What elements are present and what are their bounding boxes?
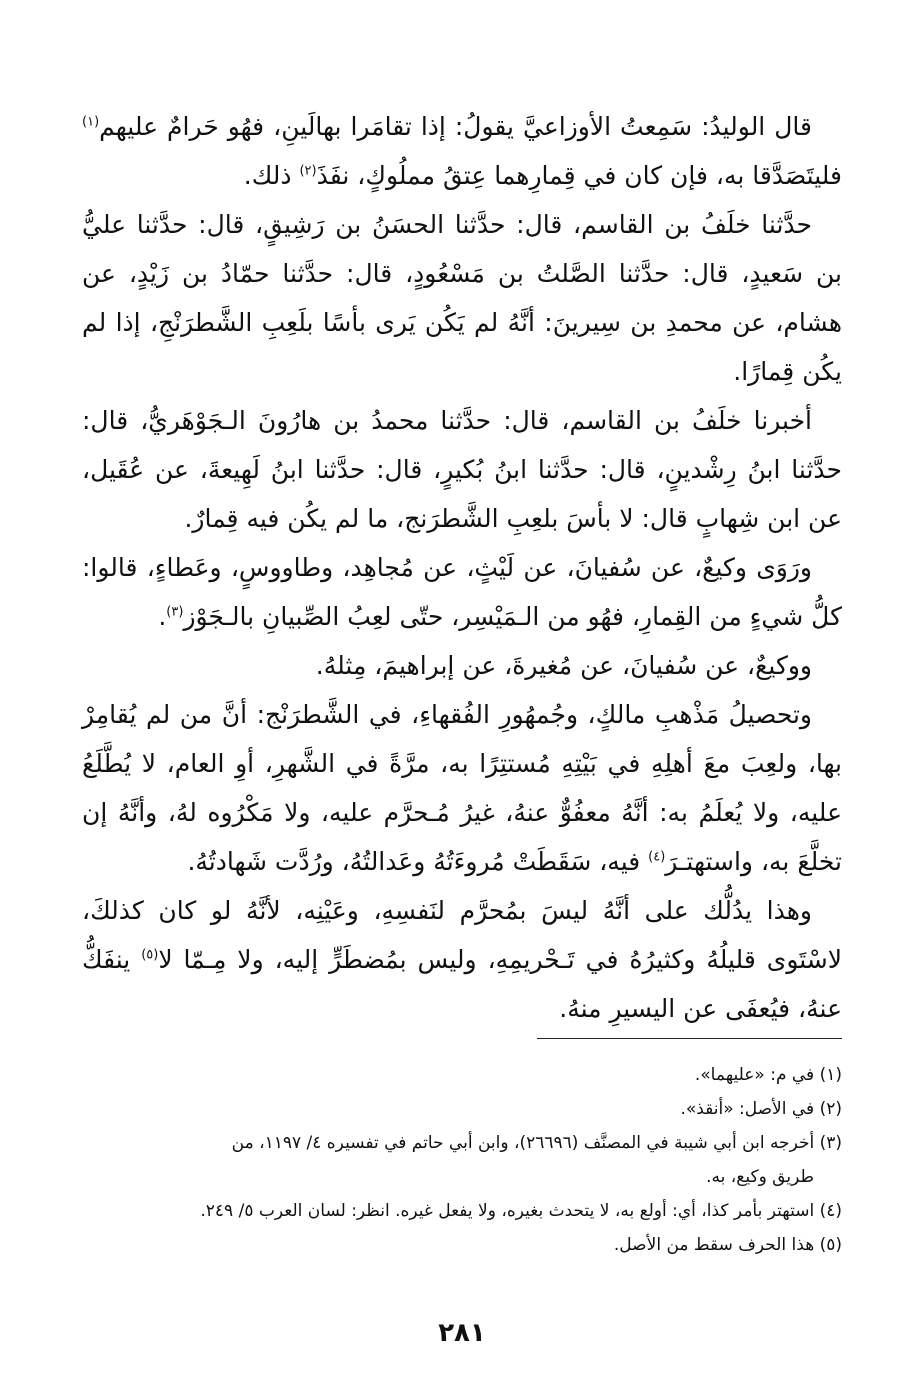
footnote-2: (٢) في الأصل: «أنقذ». bbox=[680, 1099, 842, 1119]
paragraph-6: وتحصيلُ مَذْهبِ مالكٍ، وجُمهُورِ الفُقهاءِ، في الشَّطرَنْج: أنَّ من لم يُقامِرْ بها، ولعِبَ معَ أهلِهِ في بَيْتِهِ مُستتِرًا به، مرَّةً في الشَّهرِ، أوِ العام، لا يُطَّلَعُ عليه، ولا يُعلَمُ به: أنَّهُ معفُوٌّ عنهُ، غيرُ مُـحرَّم عليه، ولا مَكْرُوه لهُ، وأنَّهُ إن تخلَّعَ به، واستهتـرَ$^{(٤)}$ فيه، سَقَطَتْ مُروءَتُهُ وعَدالتُهُ، ورُدَّت شَهادتُهُ. bbox=[82, 700, 842, 876]
footnote-3: (٣) أخرجه ابن أبي شيبة في المصنَّف (٢٦٦٩٦)، وابن أبي حاتم في تفسيره ٤/ ١١٩٧، من bbox=[231, 1133, 842, 1153]
paragraph-4: ورَوَى وكيعٌ، عن سُفيانَ، عن لَيْثٍ، عن مُجاهِد، وطاووسٍ، وعَطاءٍ، قالوا: كلُّ شيءٍ من القِمارِ، فهُو من الـمَيْسِر، حتّى لعِبُ الصِّبيانِ بالـجَوْز$^{(٣)}$. bbox=[82, 553, 842, 631]
footnote-ref-5: (٥) bbox=[141, 947, 159, 963]
paragraph-7: وهذا يدُلُّك على أنَّهُ ليسَ بمُحرَّم لنَفسِهِ، وعَيْنِه، لأنَّهُ لو كان كذلكَ، لاسْتَوى قليلُهُ وكثيرُهُ في تَـحْريمِهِ، وليس بمُضطَرٍّ إليه، ولا مِـمّا لا$^{(٥)}$ ينفَكُّ عنهُ، فيُعفَى عن اليسيرِ منهُ. bbox=[82, 896, 842, 1023]
footnote-1: (١) في م: «عليهما». bbox=[694, 1065, 842, 1085]
footnote-4: (٤) استهتر بأمر كذا، أي: أولع به، لا يتحدث بغيره، ولا يفعل غيره. انظر: لسان العرب ٥/ ٢٤٩. bbox=[200, 1201, 842, 1221]
footnote-divider bbox=[537, 1038, 842, 1039]
footnote-3-continued: طريق وكيع، به. bbox=[706, 1167, 814, 1187]
paragraph-5: ووكيعٌ، عن سُفيانَ، عن مُغيرةَ، عن إبراهيمَ، مِثلهُ. bbox=[315, 651, 812, 680]
footnote-5: (٥) هذا الحرف سقط من الأصل. bbox=[613, 1235, 842, 1255]
footnote-ref-2: (٢) bbox=[299, 163, 317, 179]
footnotes bbox=[82, 1058, 842, 1262]
footnote-ref-3: (٣) bbox=[166, 604, 184, 620]
footnote-ref-4: (٤) bbox=[648, 849, 666, 865]
paragraph-3: أخبرنا خلَفُ بن القاسم، قال: حدَّثنا محمدُ بن هارُونَ الـجَوْهَريُّ، قال: حدَّثنا ابنُ رِشْدينٍ، قال: حدَّثنا ابنُ بُكيرٍ، قال: حدَّثنا ابنُ لَهِيعةَ، عن عُقَيل، عن ابن شِهابٍ قال: لا بأسَ بلعِبِ الشَّطرَنج، ما لم يكُن فيه قِمارٌ. bbox=[82, 406, 842, 533]
main-text bbox=[82, 102, 842, 1033]
footnote-ref-1: (١) bbox=[82, 114, 100, 130]
paragraph-2: حدَّثنا خلَفُ بن القاسم، قال: حدَّثنا الحسَنُ بن رَشِيقٍ، قال: حدَّثنا عليُّ بن سَعيدٍ، قال: حدَّثنا الصَّلتُ بن مَسْعُودٍ، قال: حدَّثنا حمّادُ بن زَيْدٍ، عن هشام، عن محمدِ بن سِيرينَ: أنَّهُ لم يَكُن يَرى بأسًا بلَعِبِ الشَّطرَنْجِ، إذا لم يكُن قِمارًا. bbox=[82, 210, 842, 386]
page-number: ٢٨١ bbox=[438, 1318, 486, 1348]
paragraph-1: قال الوليدُ: سَمِعتُ الأوزاعيَّ يقولُ: إذا تقامَرا بهالَينِ، فهُو حَرامٌ عليهم$^{(١)}$ فليتَصَدَّقا به، فإن كان في قِمارِهما عِتقُ مملُوكٍ، نفَذَ$^{(٢)}$ ذلك. bbox=[82, 112, 842, 190]
